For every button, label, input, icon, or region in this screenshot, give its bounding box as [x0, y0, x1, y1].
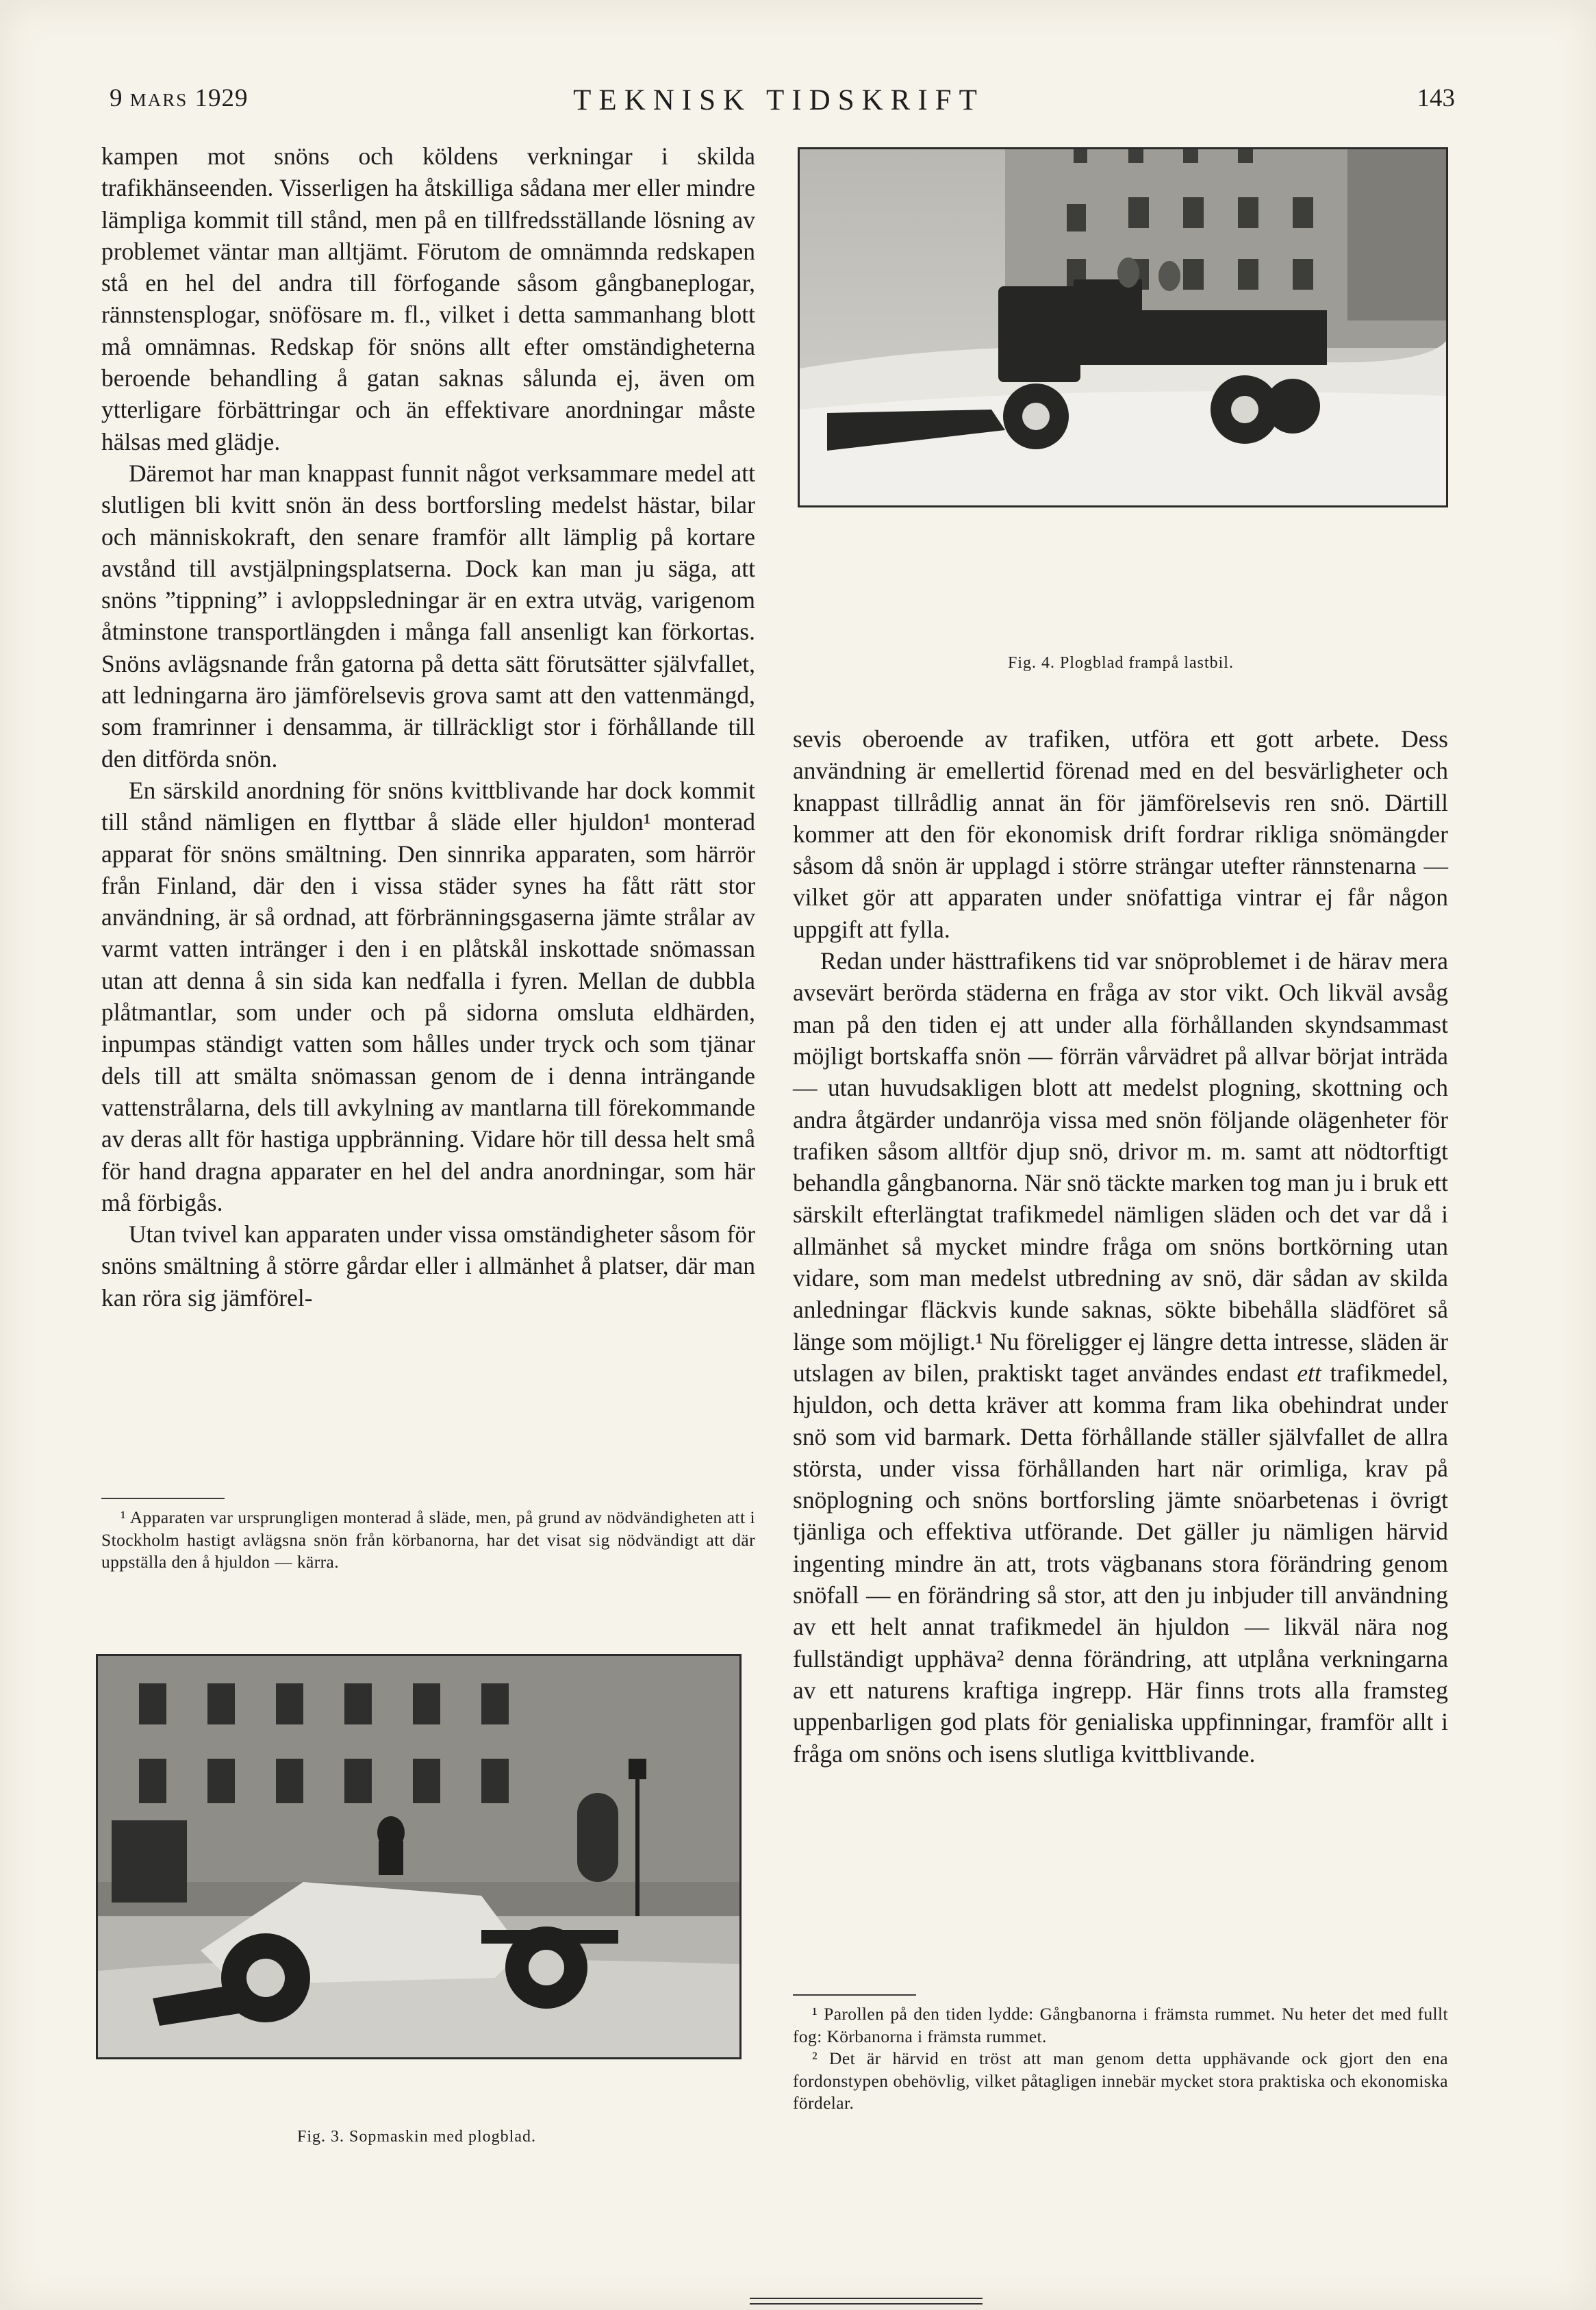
paragraph	[793, 945, 1448, 1770]
right-footnotes	[793, 2003, 1448, 2115]
right-column	[793, 723, 1448, 1770]
footnote: ¹ Parollen på den tiden lydde: Gångbanorna i främsta rummet. Nu heter det med fullt fog: Körbanorna i främsta rummet.	[793, 2004, 1448, 2046]
journal-title: TEKNISK TIDSKRIFT	[573, 84, 985, 116]
paragraph: kampen mot snöns och köldens verkningar i skilda trafikhänseenden. Visserligen ha åtskilliga sådana mer eller mindre lämpliga kommit till stånd, men på en tillfredsställande lösning av problemet väntar man alltjämt. Förutom de omnämnda redskapen stå en hel del andra till förfogande såsom gångbaneplogar, rännstensplogar, snöfösare m. fl., vilket i detta sammanhang blott må omnämnas. Redskap för snöns allt efter omständigheterna beroende behandling å gatan saknas sålunda ej, även om ytterligare förbättringar och än effektivare anordningar måste hälsas med glädje.	[101, 142, 755, 455]
paragraph: sevis oberoende av trafiken, utföra ett gott arbete. Dess användning är emellertid förenad med en del besvärligheter och knappast tillrådlig annat än för jämförelsevis ren snö. Därtill kommer att den för ekonomisk drift fordrar rikliga snömängder såsom då snön är upplagd i större strängar utefter rännstenarna — vilket gör att apparaten under snöfattiga vintrar ej får någon uppgift att fylla.	[793, 725, 1448, 943]
running-header	[103, 84, 1455, 122]
date-day: 9	[110, 84, 123, 112]
paragraph: En särskild anordning för snöns kvittblivande har dock kommit till stånd nämligen en flyttbar å släde eller hjuldon¹ monterad apparat för snöns smältning. Den sinnrika apparaten, som härrör från Finland, där den i vissa städer synes ha fått rätt stor användning, är så ordnad, att förbränningsgaserna jämte strålar av varmt vatten intränger i den i en plåtskål inskottade snömassan utan att denna å sin sida kan nedfalla i fyren. Mellan de dubbla plåtmantlar, som under och på sidorna omsluta eldhärden, inpumpas ständigt vatten som hålles under tryck och som tjänar dels till att smälta snömassan genom de i denna inträngande vattenstrålarna, dels till avkylning av mantlarna till förekommande av deras allt för hastiga uppbränning. Vidare hör till dessa helt små för hand dragna apparater en hel del andra anordningar, som här må förbigås.	[101, 776, 755, 1216]
page-number: 143	[1417, 84, 1455, 112]
paragraph: Utan tvivel kan apparaten under vissa omständigheter såsom för snöns smältning å större gårdar eller i allmänhet å platser, där man kan röra sig jämförel-	[101, 1220, 755, 1311]
paragraph-text: Redan under hästtrafikens tid var snöproblemet i de härav mera avsevärt berörda städerna en fråga av stor vikt. Och likväl avsåg man på den tiden ej att under alla förhållanden skyndsammast möjligt bortskaffa snön — förrän vårvädret på allvar börjat inträda — utan huvudsakligen blott att medelst plogning, skottning och andra åtgärder undanröja vissa med snön följande olägenheter för trafiken såsom alltför djup snö, drivor m. m. samt att nödtorftigt behandla gångbanorna. När snö täckte marken tog man ju i bruk ett särskilt efterlängtat trafikmedel nämligen släden och det var då i allmänhet så mycket mindre fråga om snöns bortkörning utan vidare, som man medelst utbredning av snö, där sådan av skilda anledningar fläckvis kunde saknas, sökte bibehålla slädföret så länge som möjligt.¹ Nu föreligger ej längre detta intresse, släden är utslagen av bilen, praktiskt taget användes endast	[793, 947, 1448, 1387]
paragraph-text: trafikmedel, hjuldon, och detta kräver att komma fram lika obehindrat under snö som vid barmark. Detta förhållande ställer självfallet de allra största, under vissa förhållanden hart när orimliga, krav på snöplogning och snöns bortforsling jämte snöarbetenas i övrigt tjänliga och effektiva utförande. Det gäller ju nämligen härvid ingenting mindre än att, trots vägbanans stora förändring genom snöfall — en förändring så stor, att den ju inbjuder till användning av ett helt annat trafikmedel än hjuldon — likväl nära nog fullständigt upphäva² denna förändring, att utplåna verkningarna av ett naturens kraftiga ingrepp. Här finns trots alla framsteg uppenbarligen god plats för genialiska uppfinningar, framför allt i fråga om snöns och isens slutliga kvittblivande.	[793, 1359, 1448, 1768]
fig3-caption: Fig. 3. Sopmaskin med plogblad.	[297, 2128, 536, 2146]
date-month: MARS	[129, 90, 188, 110]
date-year: 1929	[194, 84, 249, 112]
footnote-rule	[101, 1498, 225, 1499]
fig4-photo	[798, 147, 1448, 507]
footnote-rule	[793, 1994, 916, 1996]
bottom-rule	[750, 2298, 983, 2299]
footnote: ² Det är härvid en tröst att man genom detta upphävande ock gjort den ena fordonstypen obehövlig, vilket påtagligen innebär mycket stora praktiska och ekonomiska fördelar.	[793, 2048, 1448, 2113]
footnote: ¹ Apparaten var ursprungligen monterad å släde, men, på grund av nödvändigheten att i Stockholm hastigt avlägsna snön från körbanorna, har det visat sig nödvändigt att där uppställa den å hjuldon — kärra.	[101, 1507, 755, 1572]
left-footnotes	[101, 1507, 755, 1574]
paragraph: Däremot har man knappast funnit något verksammare medel att slutligen bli kvitt snön än dess bortforsling medelst hästar, bilar och människokraft, den senare framför allt lämplig på kortare avstånd till avstjälpningsplatserna. Dock kan man ju säga, att snöns ”tippning” i avloppsledningar är en extra utväg, varigenom åtminstone transportlängden i många fall ansenligt kan förkortas. Snöns avlägsnande från gatorna på detta sätt förutsätter självfallet, att ledningarna äro jämförelsevis grova samt att den vattenmängd, som framrinner i densamma, är tillräckligt stor i förhållande till den ditförda snön.	[101, 459, 755, 773]
italic-word: ett	[1297, 1359, 1321, 1387]
left-column	[101, 140, 755, 1314]
fig3-photo	[96, 1654, 742, 2059]
bottom-rule	[750, 2303, 983, 2305]
fig4-caption: Fig. 4. Plogblad frampå lastbil.	[1008, 654, 1234, 672]
